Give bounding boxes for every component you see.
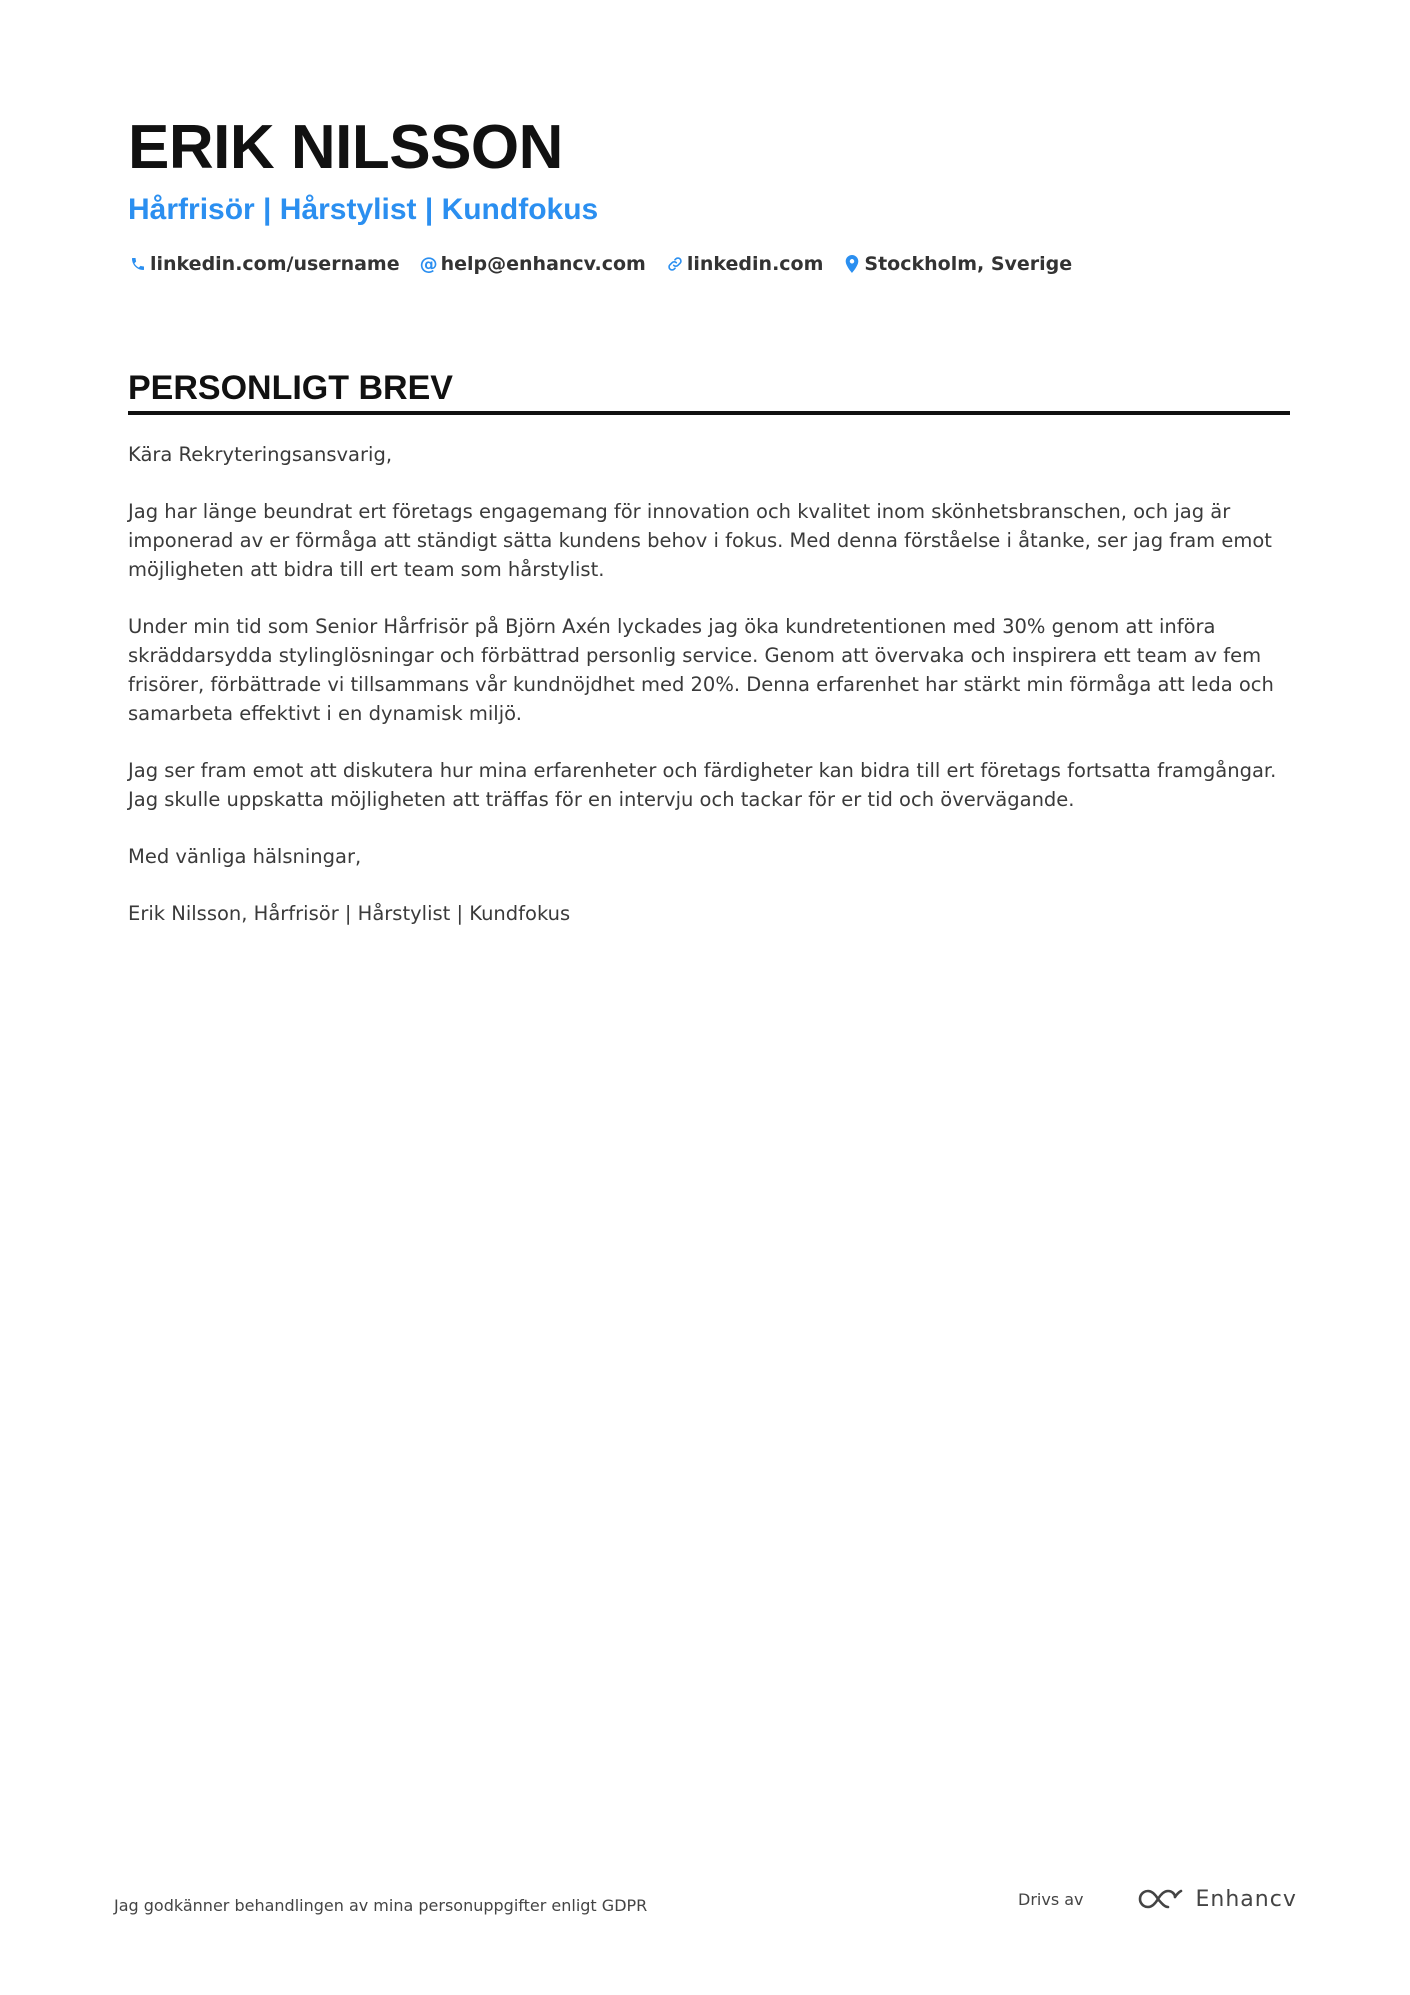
section-title: PERSONLIGT BREV xyxy=(128,369,453,407)
gdpr-consent-text: Jag godkänner behandlingen av mina personuppgifter enligt GDPR xyxy=(114,1896,648,1915)
contact-email[interactable] xyxy=(419,252,646,276)
contact-link-text: linkedin.com xyxy=(686,253,824,275)
enhancv-brand-link[interactable] xyxy=(1138,1886,1297,1912)
contact-link[interactable] xyxy=(665,252,824,276)
letter-body xyxy=(128,440,1290,956)
phone-icon xyxy=(128,252,148,276)
contact-phone-text: linkedin.com/username xyxy=(150,253,400,275)
contact-bar xyxy=(128,252,1091,276)
section-divider xyxy=(128,411,1290,415)
letter-paragraph: Jag ser fram emot att diskutera hur mina erfarenheter och färdigheter kan bidra till ert företags fortsatta framgångar. Jag skulle uppskatta möjligheten att träffas för en intervju och tackar för er tid och övervägande. xyxy=(128,759,1277,811)
contact-location xyxy=(842,252,1072,276)
letter-closing: Med vänliga hälsningar, xyxy=(128,845,362,868)
contact-phone[interactable] xyxy=(128,252,400,276)
powered-by-footer xyxy=(1018,1886,1297,1912)
enhancv-brand-name: Enhancv xyxy=(1195,1886,1297,1912)
contact-email-text: help@enhancv.com xyxy=(440,253,646,275)
candidate-headline: Hårfrisör | Hårstylist | Kundfokus xyxy=(128,193,599,226)
link-icon xyxy=(665,252,685,276)
at-icon: @ xyxy=(419,253,438,275)
candidate-name: ERIK NILSSON xyxy=(128,113,563,182)
letter-paragraph: Under min tid som Senior Hårfrisör på Björn Axén lyckades jag öka kundretentionen med 30% genom att införa skräddarsydda stylinglösningar och förbättrad personlig service. Genom att övervaka och inspirera ett team av fem frisörer, förbättrade vi tillsammans vår kundnöjdhet med 20%. Denna erfarenhet har stärkt min förmåga att leda och samarbeta effektivt i en dynamisk miljö. xyxy=(128,615,1274,725)
contact-location-text: Stockholm, Sverige xyxy=(864,253,1073,275)
location-pin-icon xyxy=(842,252,862,276)
letter-paragraph: Jag har länge beundrat ert företags engagemang för innovation och kvalitet inom skönhetsbranschen, och jag är imponerad av er förmåga att ständigt sätta kundens behov i fokus. Med denna förståelse i åtanke, ser jag fram emot möjligheten att bidra till ert team som hårstylist. xyxy=(128,500,1272,581)
letter-greeting: Kära Rekryteringsansvarig, xyxy=(128,443,393,466)
enhancv-logo-icon xyxy=(1138,1886,1184,1912)
letter-signature: Erik Nilsson, Hårfrisör | Hårstylist | Kundfokus xyxy=(128,902,571,925)
powered-by-label: Drivs av xyxy=(1018,1889,1084,1909)
